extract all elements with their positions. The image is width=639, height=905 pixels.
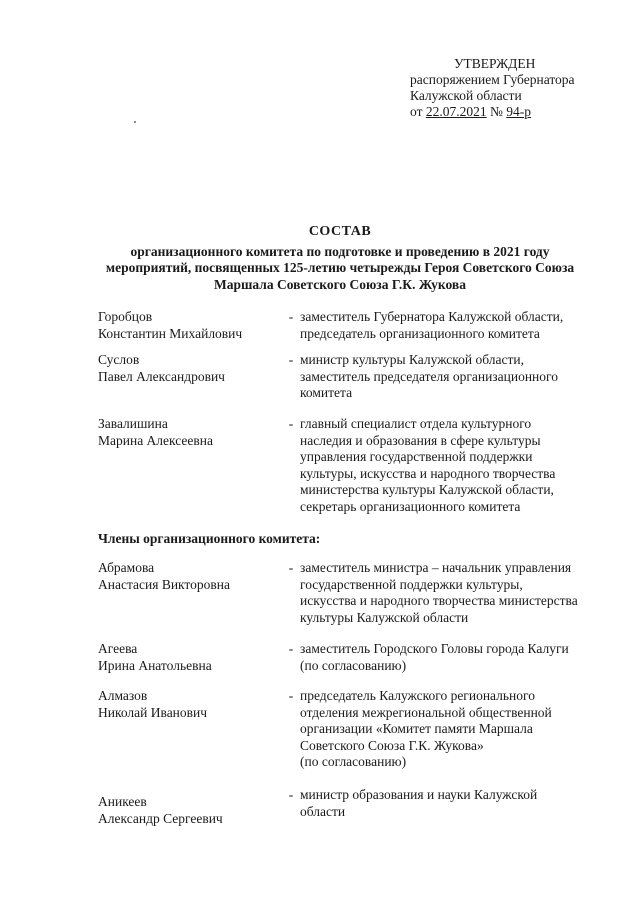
given-names: Анастасия Викторовна	[98, 576, 230, 592]
position-description	[300, 309, 597, 342]
desc-line: министр образования и науки Калужской	[300, 787, 538, 802]
approval-number: 94-р	[506, 104, 531, 119]
approval-line-2: Калужской области	[410, 88, 522, 103]
desc-line: (по согласованию)	[300, 754, 407, 769]
person-name	[98, 416, 278, 449]
desc-line: управления государственной поддержки	[300, 449, 533, 464]
desc-line: заместитель министра – начальник управления	[300, 560, 572, 575]
desc-line: наследия и образования в сфере культуры	[300, 432, 541, 448]
surname: Суслов	[98, 352, 140, 367]
desc-line: председатель организационного комитета	[300, 325, 540, 341]
desc-line: культуры, искусства и народного творчества	[300, 465, 556, 481]
dash-separator: -	[288, 641, 294, 656]
surname: Абрамова	[98, 560, 155, 575]
heading-line-2: мероприятий, посвященных 125-летию четырежды Героя Советского Союза	[105, 260, 575, 275]
desc-line: заместитель председателя организационного	[300, 368, 558, 384]
scan-speck	[134, 121, 136, 123]
heading-line-3: Маршала Советского Союза Г.К. Жукова	[214, 276, 466, 292]
dash-separator: -	[288, 352, 294, 367]
person-name	[98, 309, 278, 342]
desc-line: (по согласованию)	[300, 657, 407, 673]
given-names: Павел Александрович	[98, 368, 225, 384]
surname: Агеева	[98, 641, 138, 656]
document-heading	[60, 224, 620, 293]
given-names: Николай Иванович	[98, 704, 208, 720]
given-names: Ирина Анатольевна	[98, 657, 212, 673]
given-names: Александр Сергеевич	[98, 810, 223, 826]
desc-line: государственной поддержки культуры,	[300, 576, 523, 592]
surname: Аникеев	[98, 794, 147, 809]
desc-line: области	[300, 803, 346, 819]
position-description	[300, 688, 597, 771]
position-description	[300, 352, 597, 402]
person-name	[98, 352, 278, 385]
person-name	[98, 688, 278, 721]
position-description	[300, 641, 597, 674]
person-name	[98, 560, 278, 593]
desc-line: Советского Союза Г.К. Жукова»	[300, 737, 484, 753]
desc-line: культуры Калужской области	[300, 609, 469, 625]
person-name	[98, 794, 278, 827]
dash-separator: -	[288, 309, 294, 324]
desc-line: главный специалист отдела культурного	[300, 416, 532, 431]
heading-line-1: организационного комитета по подготовке и проведению в 2021 году	[130, 243, 550, 259]
given-names: Марина Алексеевна	[98, 432, 213, 448]
surname: Горобцов	[98, 309, 153, 324]
dash-separator: -	[288, 560, 294, 575]
desc-line: заместитель Городского Головы города Калуги	[300, 641, 569, 656]
desc-line: искусства и народного творчества министерства	[300, 593, 578, 608]
dash-separator: -	[288, 416, 294, 431]
approval-line-1: распоряжением Губернатора	[410, 72, 575, 87]
position-description	[300, 787, 597, 820]
desc-line: заместитель Губернатора Калужской области,	[300, 309, 564, 324]
position-description	[300, 560, 597, 626]
approval-date-line	[410, 104, 575, 120]
dash-separator: -	[288, 787, 294, 802]
desc-line: комитета	[300, 385, 353, 400]
approval-date: 22.07.2021	[425, 104, 487, 119]
person-name	[98, 641, 278, 674]
members-section-title: Члены организационного комитета:	[98, 531, 321, 546]
desc-line: министерства культуры Калужской области,	[300, 482, 554, 497]
date-prefix: от	[410, 104, 423, 119]
given-names: Константин Михайлович	[98, 325, 243, 341]
desc-line: организации «Комитет памяти Маршала	[300, 721, 533, 736]
surname: Завалишина	[98, 416, 168, 431]
desc-line: секретарь организационного комитета	[300, 498, 521, 514]
surname: Алмазов	[98, 688, 148, 703]
desc-line: отделения межрегиональной общественной	[300, 704, 552, 720]
approval-title: УТВЕРЖДЕН	[454, 56, 536, 71]
document-title: СОСТАВ	[308, 224, 372, 239]
dash-separator: -	[288, 688, 294, 703]
position-description	[300, 416, 597, 515]
desc-line: председатель Калужского регионального	[300, 688, 535, 703]
number-prefix: №	[489, 104, 503, 119]
desc-line: министр культуры Калужской области,	[300, 352, 525, 367]
approval-stamp	[410, 56, 575, 120]
